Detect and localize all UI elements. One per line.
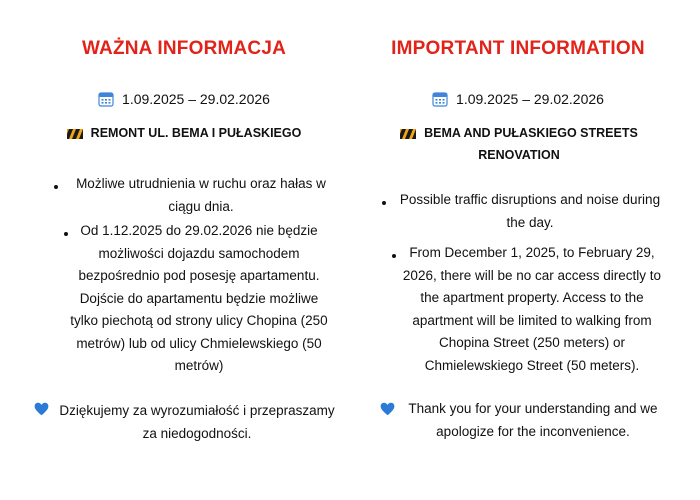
- english-column: [348, 0, 688, 500]
- pl-headline: REMONT UL. BEMA I PUŁASKIEGO: [90, 126, 302, 140]
- pl-title: WAŻNA INFORMACJA: [81, 38, 287, 59]
- pl-date: 1.09.2025 – 29.02.2026: [122, 91, 270, 107]
- en-bullet-2: From December 1, 2025, to February 29, 2026, there will be no car access directly to the apartment property. Access to the apartment will be limited to walking from Chopina Street (250 meters) or Chmielewskiego Street (50 meters).: [402, 245, 662, 373]
- pl-bullet-1: Możliwe utrudnienia w ruchu oraz hałas w ciągu dnia.: [76, 176, 326, 214]
- calendar-icon: [98, 91, 114, 107]
- polish-column: [14, 0, 354, 500]
- construction-barrier-icon: [400, 129, 416, 139]
- en-headline: BEMA AND PUŁASKIEGO STREETS RENOVATION: [424, 126, 638, 162]
- blue-heart-icon: [34, 402, 49, 416]
- bullet-dot: [382, 201, 386, 205]
- calendar-icon: [432, 91, 448, 107]
- blue-heart-icon: [380, 402, 395, 416]
- en-date: 1.09.2025 – 29.02.2026: [456, 91, 604, 107]
- bullet-dot: [54, 185, 58, 189]
- en-bullet-1: Possible traffic disruptions and noise during the day.: [399, 192, 661, 230]
- bullet-dot: [64, 232, 68, 236]
- en-date-row: [348, 91, 688, 107]
- pl-thanks: Dziękujemy za wyrozumiałość i przepraszamy za niedogodności.: [59, 403, 335, 441]
- en-headline-row: [388, 122, 650, 166]
- pl-bullet-2: Od 1.12.2025 do 29.02.2026 nie będzie możliwości dojazdu samochodem bezpośrednio pod posesję apartamentu. Dojście do apartamentu będzie możliwe tylko piechotą od strony ulicy Chopina (250 metrów) lub od ulicy Chmielewskiego (50 metrów): [70, 223, 328, 373]
- construction-barrier-icon: [67, 129, 83, 139]
- pl-date-row: [14, 91, 354, 107]
- pl-headline-row: [44, 122, 324, 144]
- en-thanks: Thank you for your understanding and we apologize for the inconvenience.: [408, 401, 658, 439]
- en-title: IMPORTANT INFORMATION: [391, 38, 645, 59]
